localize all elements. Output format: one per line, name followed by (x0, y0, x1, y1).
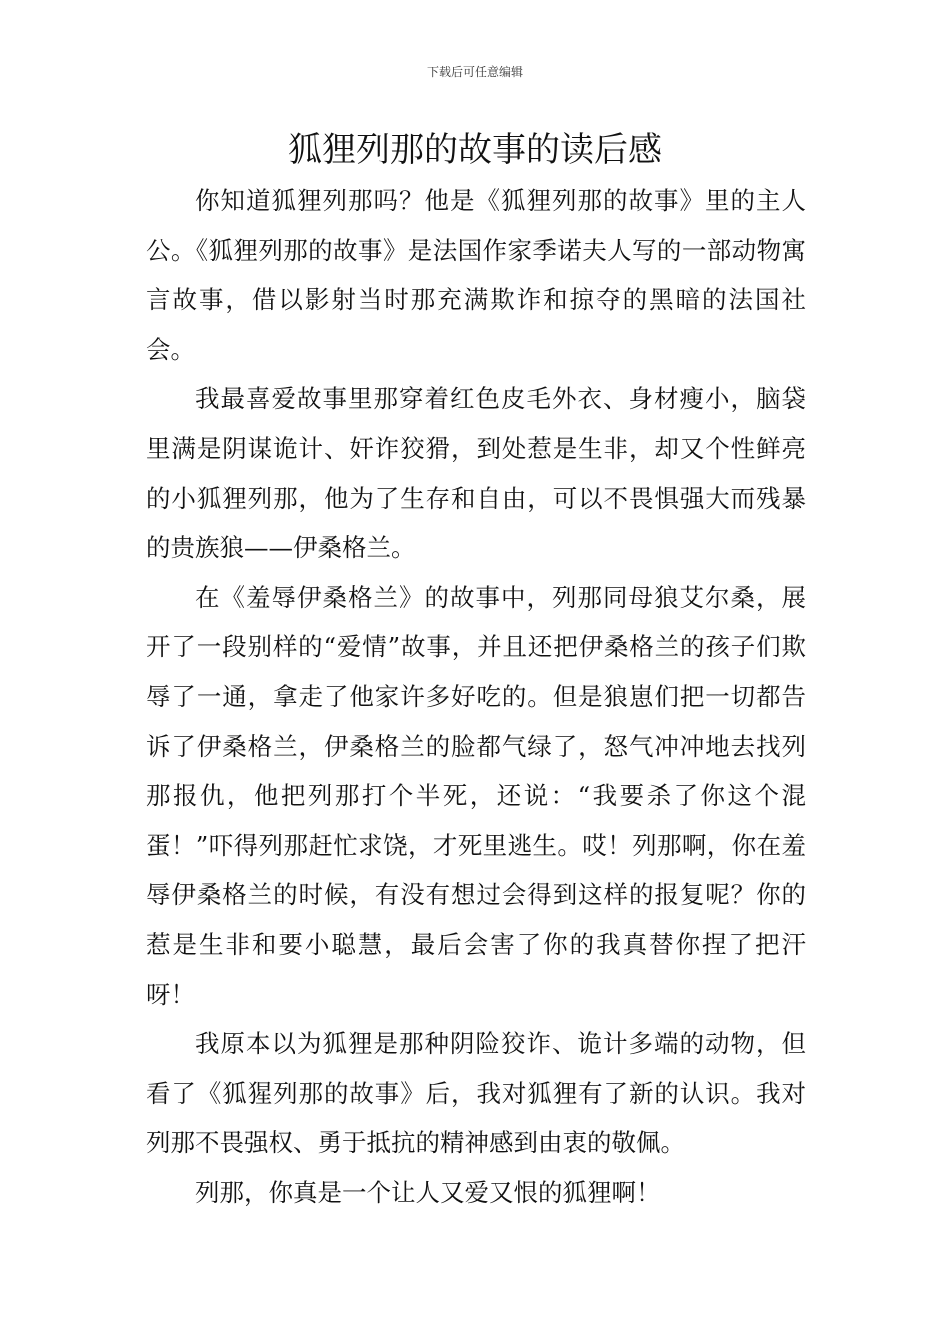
paragraph: 列那，你真是一个让人又爱又恨的狐狸啊！ (195, 1177, 661, 1207)
paragraph: 在《羞辱伊桑格兰》的故事中，列那同母狼艾尔桑，展开了一段别样的“爱情”故事，并且还把伊桑格兰的孩子们欺辱了一通，拿走了他家许多好吃的。但是狼崽们把一切都告诉了伊桑格兰，伊桑格兰的脸都气绿了，怒气冲冲地去找列那报仇，他把列那打个半死，还说：“我要杀了你这个混蛋！”吓得列那赶忙求饶，才死里逃生。哎！列那啊，你在羞辱伊桑格兰的时候，有没有想过会得到这样的报复呢？你的惹是生非和要小聪慧，最后会害了你的我真替你捏了把汗呀！ (146, 582, 806, 1009)
document-title: 狐狸列那的故事的读后感 (288, 130, 662, 170)
document-body (146, 176, 806, 1217)
paragraph: 你知道狐狸列那吗？他是《狐狸列那的故事》里的主人公。《狐狸列那的故事》是法国作家季诺夫人写的一部动物寓言故事，借以影射当时那充满欺诈和掠夺的黑暗的法国社会。 (146, 186, 806, 364)
paragraph: 我原本以为狐狸是那种阴险狡诈、诡计多端的动物，但看了《狐猩列那的故事》后，我对狐狸有了新的认识。我对列那不畏强权、勇于抵抗的精神感到由衷的敬佩。 (146, 1029, 806, 1158)
header-note: 下载后可任意编辑 (426, 65, 523, 79)
paragraph: 我最喜爱故事里那穿着红色皮毛外衣、身材瘦小，脑袋里满是阴谋诡计、奸诈狡猾，到处惹是生非，却又个性鲜亮的小狐狸列那，他为了生存和自由，可以不畏惧强大而残暴的贵族狼——伊桑格兰。 (146, 384, 806, 563)
